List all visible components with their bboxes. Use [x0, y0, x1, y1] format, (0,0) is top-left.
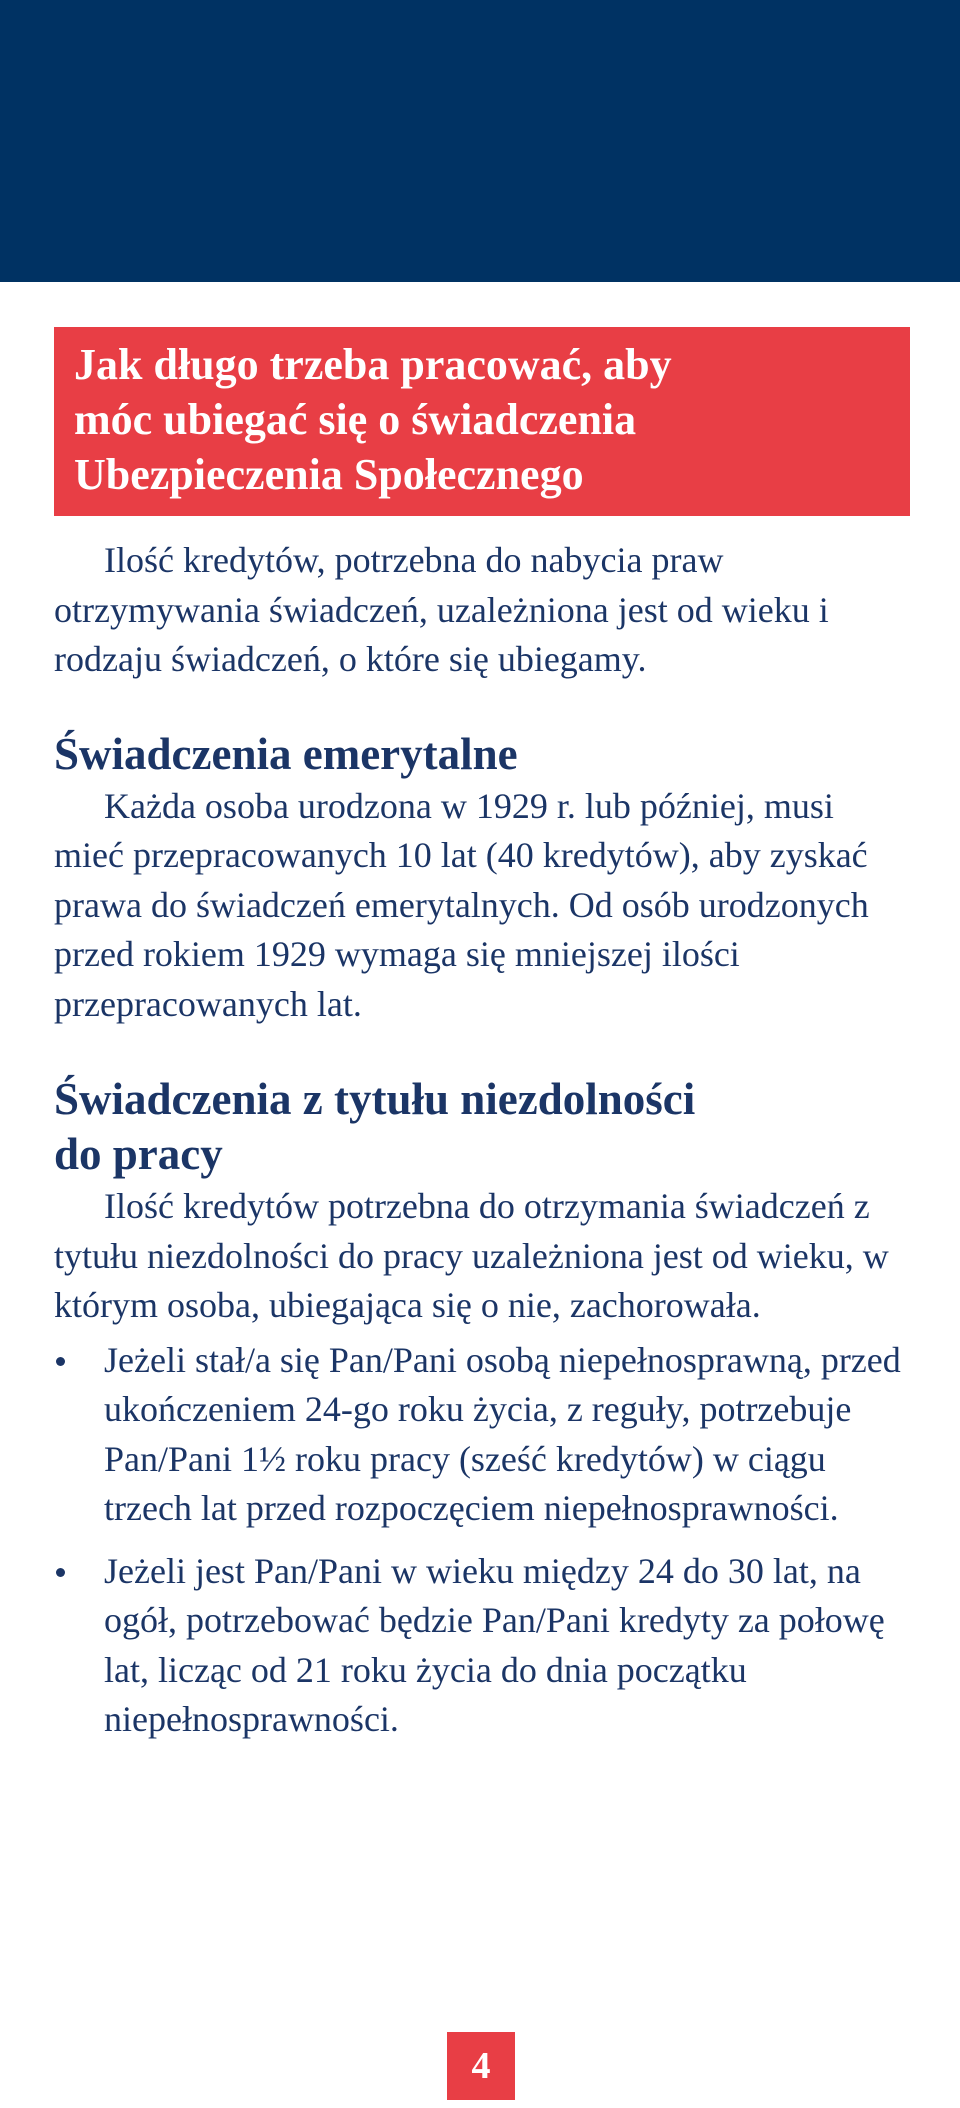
disability-bullet-list — [54, 1336, 910, 1745]
page-number-badge: 4 — [447, 2032, 515, 2100]
page-content — [54, 327, 910, 1745]
retirement-paragraph: Każda osoba urodzona w 1929 r. lub później, musi mieć przepracowanych 10 lat (40 kredytów), aby zyskać prawa do świadczeń emerytalnych. Od osób urodzonych przed rokiem 1929 wymaga się mniejszej ilości przepracowanych lat. — [54, 785, 869, 1024]
bullet-item — [54, 1547, 910, 1745]
intro-paragraph: Ilość kredytów, potrzebna do nabycia praw otrzymywania świadczeń, uzależniona jest od wieku i rodzaju świadczeń, o które się ubiegamy. — [54, 540, 829, 679]
bullet-text: Jeżeli stał/a się Pan/Pani osobą niepełnosprawną, przed ukończeniem 24-go roku życia, z reguły, potrzebuje Pan/Pani 1½ roku pracy (sześć kredytów) w ciągu trzech lat przed rozpoczęciem niepełnosprawności. — [104, 1339, 901, 1528]
retirement-heading: Świadczenia emerytalne — [54, 728, 518, 779]
disability-heading-line: Świadczenia z tytułu niezdolności — [54, 1074, 696, 1124]
disability-heading-line: do pracy — [54, 1129, 223, 1179]
header-band — [0, 0, 960, 282]
disability-heading — [54, 1072, 910, 1182]
section-title-box — [54, 327, 910, 516]
bullet-dot-icon — [56, 1568, 65, 1577]
title-line: Ubezpieczenia Społecznego — [74, 450, 584, 499]
bullet-dot-icon — [56, 1357, 65, 1366]
bullet-text: Jeżeli jest Pan/Pani w wieku między 24 do 30 lat, na ogół, potrzebować będzie Pan/Pani kredyty za połowę lat, licząc od 21 roku życia do dnia początku niepełnosprawności. — [104, 1550, 885, 1739]
bullet-item — [54, 1336, 910, 1534]
title-line: Jak długo trzeba pracować, aby — [74, 340, 672, 389]
disability-paragraph: Ilość kredytów potrzebna do otrzymania świadczeń z tytułu niezdolności do pracy uzależniona jest od wieku, w którym osoba, ubiegająca się o nie, zachorowała. — [54, 1186, 889, 1325]
title-line: móc ubiegać się o świadczenia — [74, 395, 637, 444]
